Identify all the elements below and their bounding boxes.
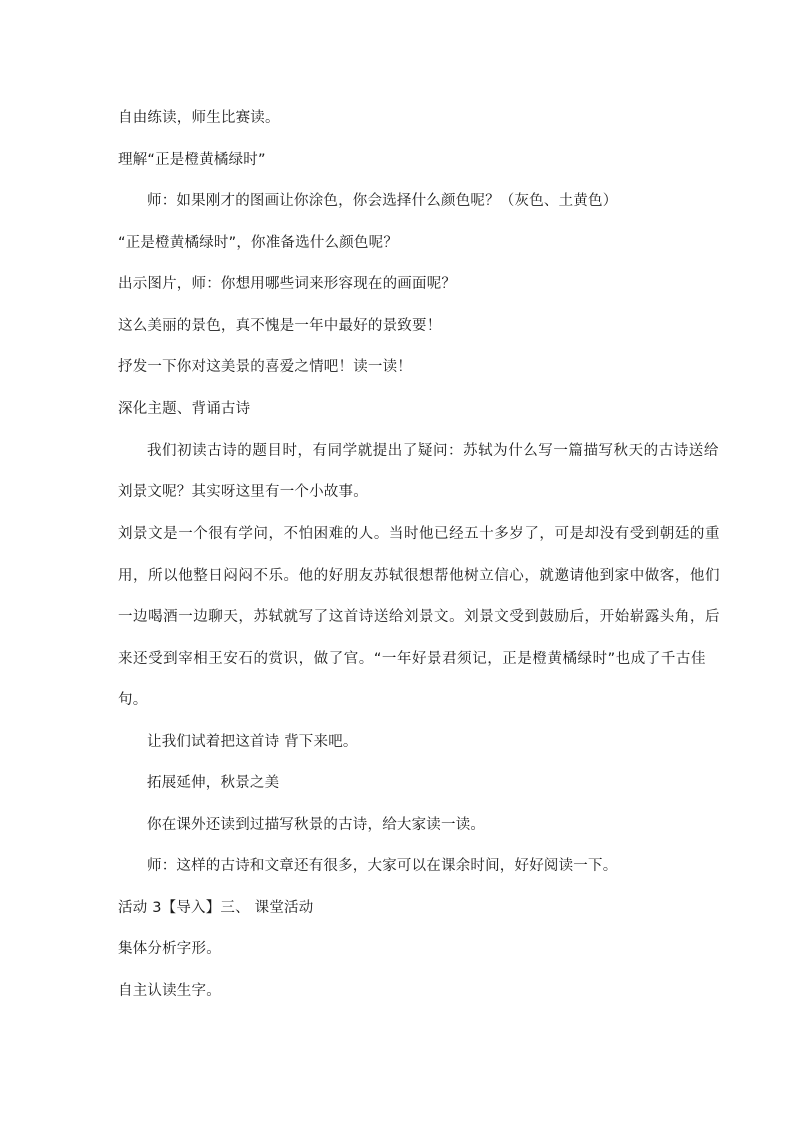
- paragraph-line: 刘景文是一个很有学问，不怕困难的人。当时他已经五十多岁了，可是却没有受到朝廷的重: [118, 526, 720, 542]
- paragraph-line: 集体分析字形。: [118, 941, 221, 957]
- paragraph-line: 刘景文呢？其实呀这里有一个小故事。: [118, 484, 368, 500]
- paragraph-line: 来还受到宰相王安石的赏识，做了官。“一年好景君须记，正是橙黄橘绿时”也成了千古佳: [118, 651, 707, 667]
- paragraph-line: 抒发一下你对这美景的喜爱之情吧！读一读！: [118, 359, 412, 375]
- paragraph-line: 让我们试着把这首诗 背下来吧。: [147, 734, 358, 750]
- section-heading: 拓展延伸，秋景之美: [147, 775, 280, 791]
- paragraph-line: 师：这样的古诗和文章还有很多，大家可以在课余时间，好好阅读一下。: [147, 858, 618, 874]
- paragraph-line: 一边喝酒一边聊天，苏轼就写了这首诗送给刘景文。刘景文受到鼓励后，开始崭露头角，后: [118, 609, 720, 625]
- paragraph-line: 自由练读，师生比赛读。: [118, 110, 280, 126]
- paragraph-line: 师：如果刚才的图画让你涂色，你会选择什么颜色呢？（灰色、土黄色）: [147, 193, 618, 209]
- paragraph-line: “正是橙黄橘绿时”，你准备选什么颜色呢？: [118, 235, 399, 251]
- paragraph-line: 用，所以他整日闷闷不乐。他的好朋友苏轼很想帮他树立信心，就邀请他到家中做客，他们: [118, 568, 720, 584]
- paragraph-line: 出示图片，师：你想用哪些词来形容现在的画面呢？: [118, 276, 457, 292]
- paragraph-line: 你在课外还读到过描写秋景的古诗，给大家读一读。: [147, 817, 486, 833]
- activity-heading: 活动 3【导入】三、 课堂活动: [118, 900, 314, 916]
- section-heading: 深化主题、背诵古诗: [118, 401, 251, 417]
- paragraph-line: 自主认读生字。: [118, 983, 221, 999]
- paragraph-line: 句。: [118, 692, 148, 708]
- section-heading: 理解“正是橙黄橘绿时”: [118, 152, 266, 168]
- paragraph-line: 这么美丽的景色，真不愧是一年中最好的景致要！: [118, 318, 442, 334]
- paragraph-line: 我们初读古诗的题目时，有同学就提出了疑问：苏轼为什么写一篇描写秋天的古诗送给: [147, 443, 719, 459]
